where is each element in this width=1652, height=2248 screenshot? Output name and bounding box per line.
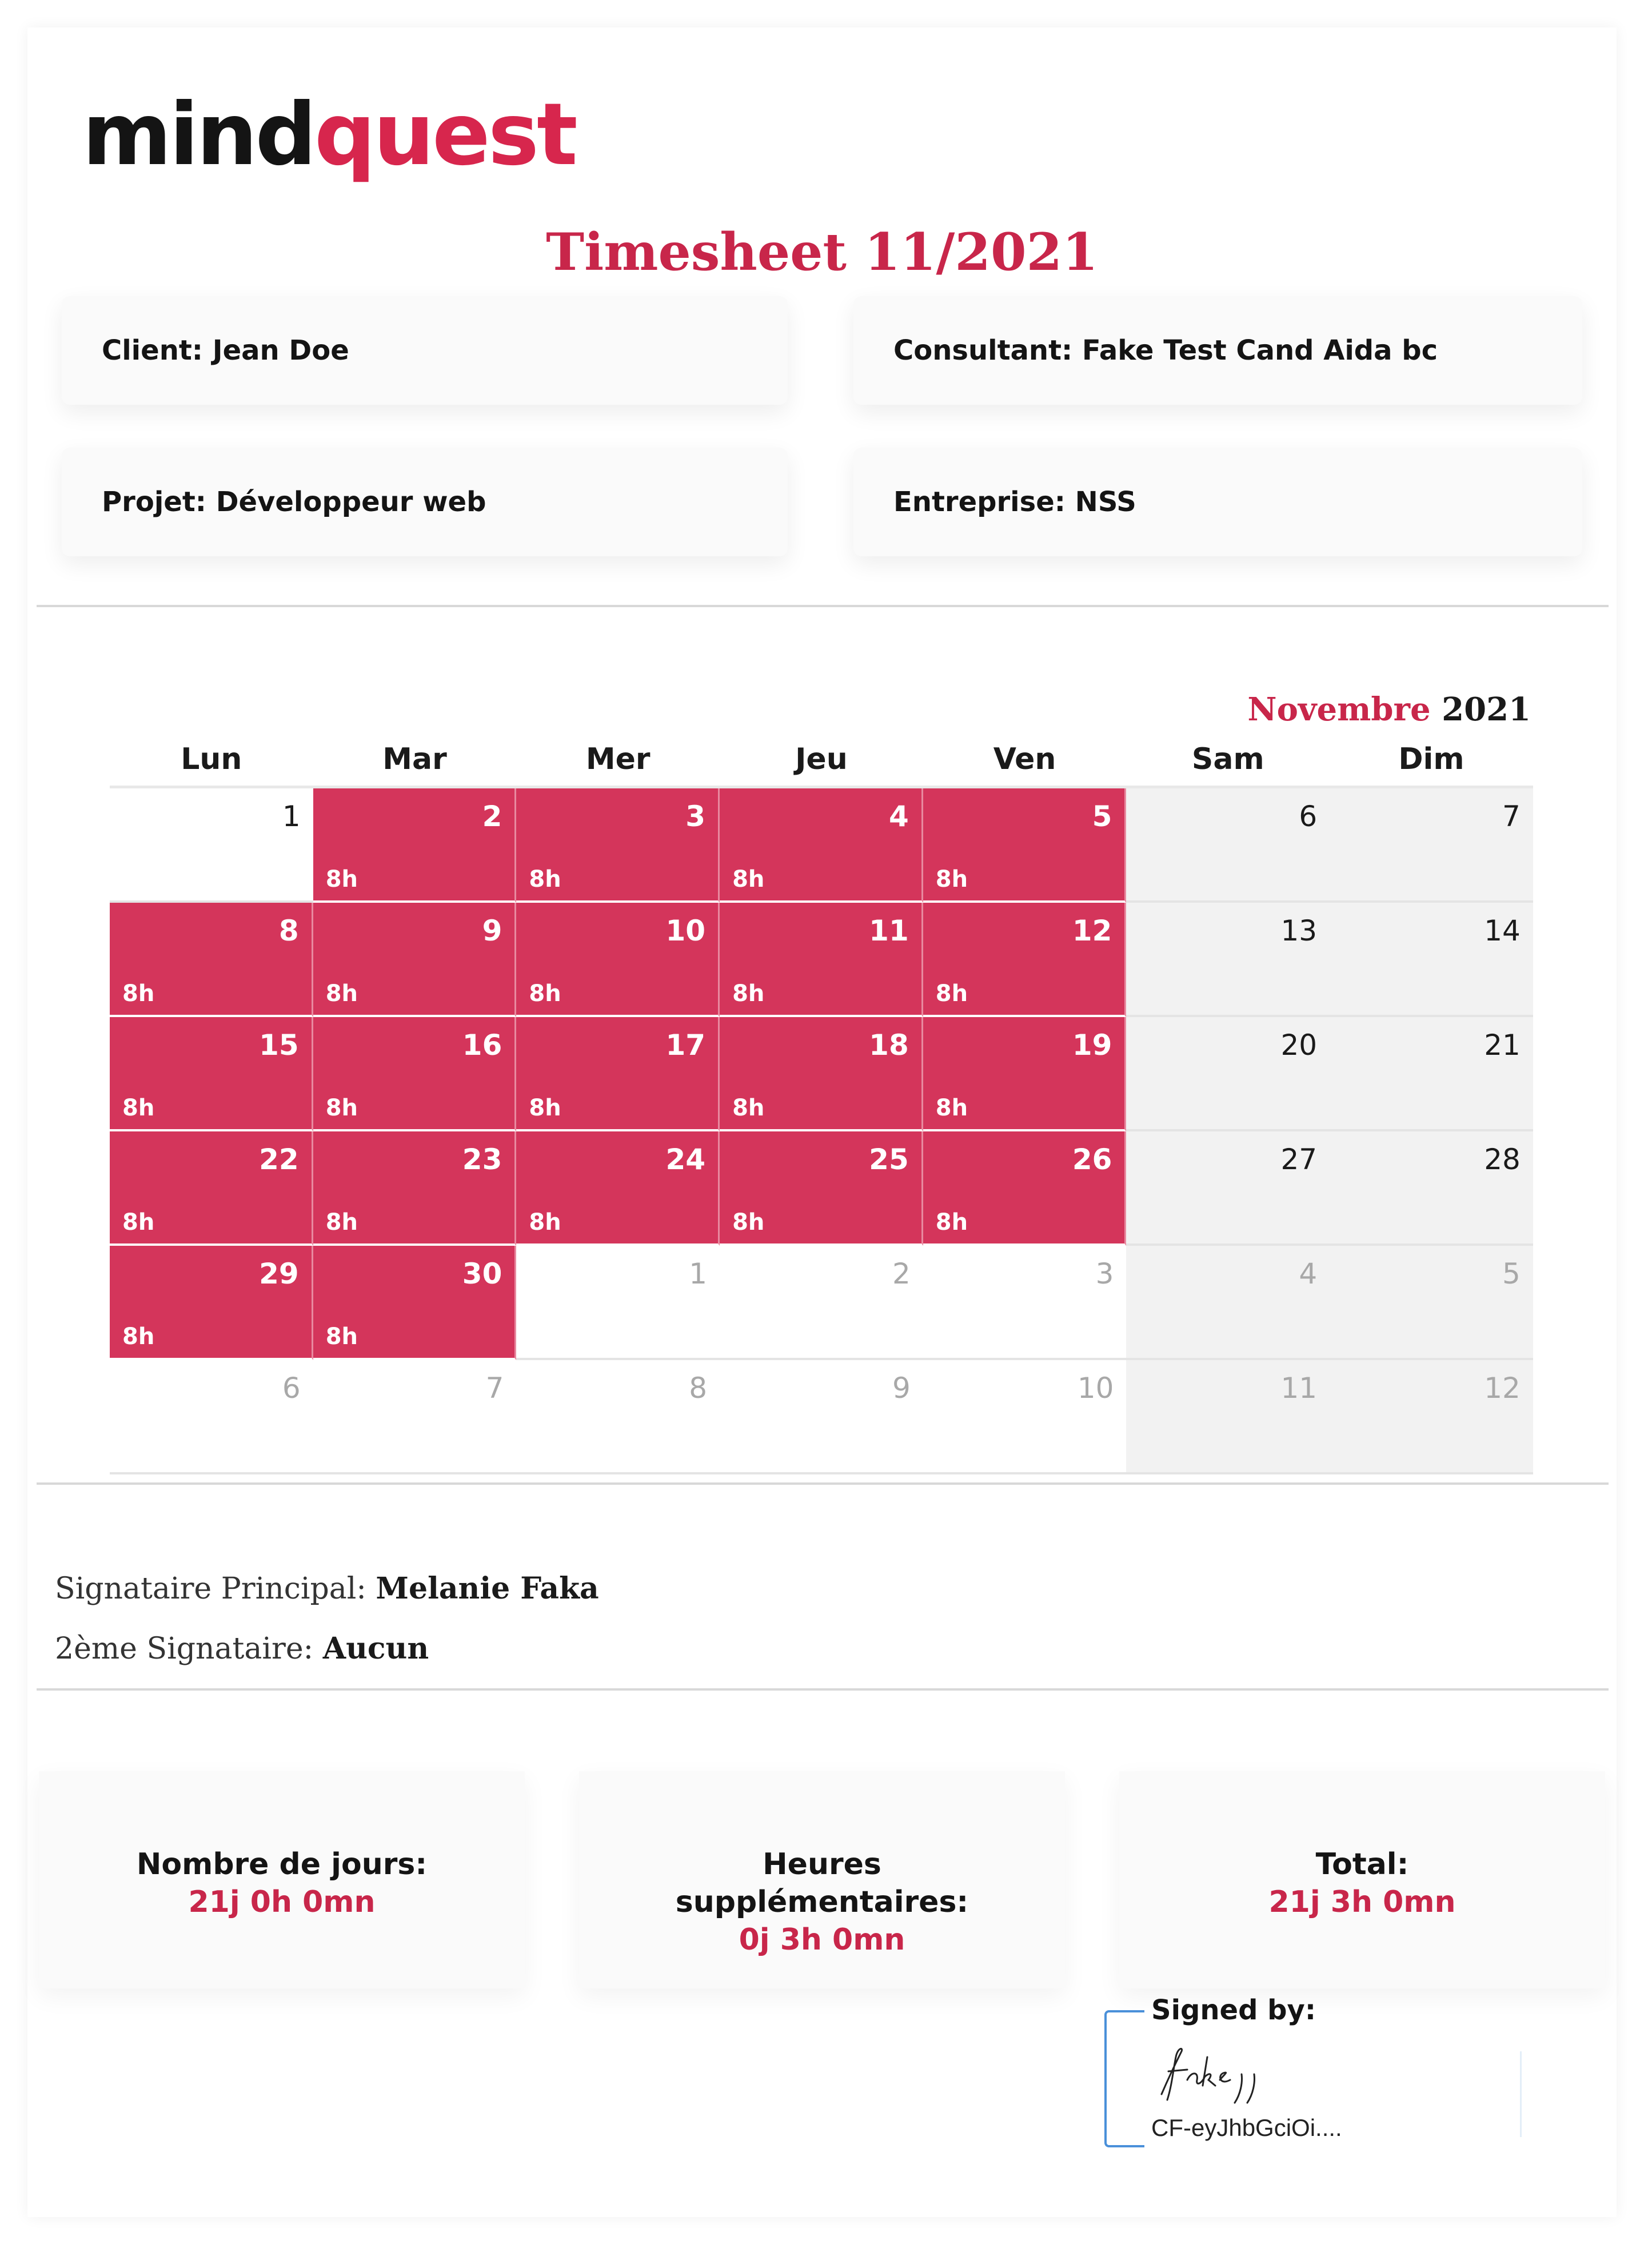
calendar-day[interactable] [1126,1246,1330,1360]
day-number: 11 [1280,1372,1318,1405]
signature-divider [1520,2051,1522,2137]
day-number: 27 [1280,1143,1318,1176]
handwritten-signature [1156,2040,1270,2109]
weekday-label: Mar [313,742,517,788]
total-value: 21j 3h 0mn [1268,1885,1456,1919]
day-number: 3 [685,800,706,833]
calendar-day[interactable] [313,788,517,903]
calendar-day[interactable] [516,1246,720,1360]
weekday-label: Sam [1126,742,1330,788]
calendar-day[interactable] [923,1017,1127,1131]
day-number: 4 [1299,1257,1318,1290]
day-number: 4 [888,800,909,833]
day-number: 2 [892,1257,911,1290]
calendar-grid [110,788,1533,1474]
day-hours: 8h [732,866,765,892]
calendar-day[interactable] [923,1360,1127,1474]
nombre-jours-label: Nombre de jours: [136,1847,428,1882]
day-hours: 8h [732,1209,765,1235]
day-number: 10 [665,914,706,947]
day-hours: 8h [935,1095,968,1121]
calendar-day[interactable] [720,788,923,903]
day-hours: 8h [325,866,358,892]
calendar-day[interactable] [1330,1360,1533,1474]
calendar-weekday-header [110,742,1533,788]
weekday-label: Lun [110,742,313,788]
divider [37,605,1609,607]
day-number: 2 [482,800,502,833]
day-hours: 8h [529,980,561,1007]
day-hours: 8h [122,980,155,1007]
calendar-day[interactable] [923,788,1127,903]
calendar-day[interactable] [923,1131,1127,1246]
day-number: 5 [1502,1257,1521,1290]
signataire-second-label: 2ème Signataire: [55,1632,314,1666]
calendar-year: 2021 [1442,691,1531,728]
calendar-day[interactable] [110,1246,313,1360]
day-number: 15 [259,1029,299,1062]
calendar-day[interactable] [1330,1017,1533,1131]
day-number: 8 [689,1372,708,1405]
day-number: 3 [1095,1257,1114,1290]
calendar-day[interactable] [1330,1131,1533,1246]
day-number: 7 [1502,800,1521,833]
projet-text: Projet: Développeur web [102,486,486,518]
calendar-day[interactable] [1126,1360,1330,1474]
divider [37,1688,1609,1691]
calendar-day[interactable] [923,1246,1127,1360]
day-number: 11 [869,914,909,947]
day-number: 18 [869,1029,909,1062]
day-hours: 8h [935,866,968,892]
day-hours: 8h [122,1095,155,1121]
mindquest-logo [82,78,597,192]
signature-code: CF-eyJhbGciOi.... [1151,2114,1342,2141]
client-text: Client: Jean Doe [102,334,349,366]
weekday-label: Dim [1330,742,1533,788]
calendar-day[interactable] [1330,788,1533,903]
calendar-day[interactable] [313,1017,517,1131]
consultant-card [853,296,1582,405]
day-number: 12 [1484,1372,1521,1405]
day-number: 21 [1484,1029,1521,1062]
divider [37,1482,1609,1485]
calendar-month: Novembre [1247,691,1431,728]
calendar-day[interactable] [1330,1246,1533,1360]
calendar-day[interactable] [720,1017,923,1131]
calendar-day[interactable] [313,1246,517,1360]
day-hours: 8h [122,1209,155,1235]
calendar-day[interactable] [720,903,923,1017]
weekday-label: Ven [923,742,1127,788]
day-number: 17 [665,1029,706,1062]
day-number: 1 [282,800,301,833]
calendar-day[interactable] [1126,1131,1330,1246]
day-hours: 8h [732,1095,765,1121]
calendar-day[interactable] [110,1017,313,1131]
day-hours: 8h [529,866,561,892]
projet-card [62,448,788,556]
nombre-jours-card [39,1771,525,1988]
day-hours: 8h [325,1095,358,1121]
day-number: 1 [689,1257,708,1290]
day-number: 5 [1092,800,1112,833]
calendar-day[interactable] [923,903,1127,1017]
day-number: 19 [1072,1029,1112,1062]
weekday-label: Jeu [720,742,923,788]
day-hours: 8h [325,1209,358,1235]
day-number: 26 [1072,1143,1112,1176]
day-number: 8 [278,914,299,947]
calendar-day[interactable] [1126,788,1330,903]
signataire-principal-label: Signataire Principal: [55,1572,366,1606]
calendar-day[interactable] [313,1131,517,1246]
signature-block [1104,1994,1590,2160]
day-hours: 8h [529,1095,561,1121]
day-hours: 8h [122,1324,155,1350]
calendar-day[interactable] [720,1246,923,1360]
calendar-day[interactable] [516,903,720,1017]
calendar-day[interactable] [1126,903,1330,1017]
calendar-day[interactable] [516,788,720,903]
day-number: 23 [462,1143,502,1176]
entreprise-card [853,448,1582,556]
calendar-day[interactable] [110,903,313,1017]
day-number: 10 [1077,1372,1114,1405]
weekday-label: Mer [516,742,720,788]
client-card [62,296,788,405]
day-number: 16 [462,1029,502,1062]
day-number: 9 [892,1372,911,1405]
day-number: 30 [462,1257,502,1290]
day-hours: 8h [732,980,765,1007]
signature-bracket [1104,2010,1144,2147]
heures-sup-label-1: Heures [763,1847,881,1882]
day-number: 14 [1484,914,1521,947]
day-hours: 8h [935,980,968,1007]
logo-part-quest: quest [314,85,576,185]
calendar-day[interactable] [516,1017,720,1131]
signataire-second-name: Aucun [322,1631,429,1666]
calendar-month-header [1247,691,1531,728]
day-number: 29 [259,1257,299,1290]
heures-sup-card [579,1771,1065,1988]
day-hours: 8h [325,980,358,1007]
day-number: 28 [1484,1143,1521,1176]
day-hours: 8h [935,1209,968,1235]
calendar-day[interactable] [516,1131,720,1246]
signed-by-label: Signed by: [1151,1994,1316,2026]
calendar-day[interactable] [720,1360,923,1474]
calendar-day[interactable] [313,1360,517,1474]
nombre-jours-value: 21j 0h 0mn [188,1885,376,1919]
day-number: 6 [1299,800,1318,833]
consultant-text: Consultant: Fake Test Cand Aida bc [893,334,1438,366]
page-title: Timesheet 11/2021 [546,222,1098,282]
signataire-principal-name: Melanie Faka [376,1571,599,1606]
calendar-day[interactable] [110,1131,313,1246]
entreprise-text: Entreprise: NSS [893,486,1136,518]
signataire-principal [55,1571,599,1606]
day-number: 20 [1280,1029,1318,1062]
signataire-second [55,1631,429,1666]
total-card [1119,1771,1605,1988]
timesheet-page [27,27,1617,2217]
calendar-day[interactable] [110,1360,313,1474]
heures-sup-value: 0j 3h 0mn [739,1923,905,1957]
day-number: 24 [665,1143,706,1176]
total-label: Total: [1315,1847,1409,1882]
day-number: 7 [485,1372,504,1405]
logo-part-mind: mind [82,85,314,185]
calendar-day[interactable] [110,788,313,903]
day-number: 13 [1280,914,1318,947]
calendar-day[interactable] [313,903,517,1017]
calendar-day[interactable] [720,1131,923,1246]
day-hours: 8h [325,1324,358,1350]
day-number: 22 [259,1143,299,1176]
heures-sup-label-2: supplémentaires: [675,1885,969,1919]
calendar-day[interactable] [1126,1017,1330,1131]
calendar [110,742,1533,1474]
calendar-day[interactable] [1330,903,1533,1017]
day-number: 9 [482,914,502,947]
day-number: 6 [282,1372,301,1405]
calendar-day[interactable] [516,1360,720,1474]
day-hours: 8h [529,1209,561,1235]
day-number: 12 [1072,914,1112,947]
day-number: 25 [869,1143,909,1176]
